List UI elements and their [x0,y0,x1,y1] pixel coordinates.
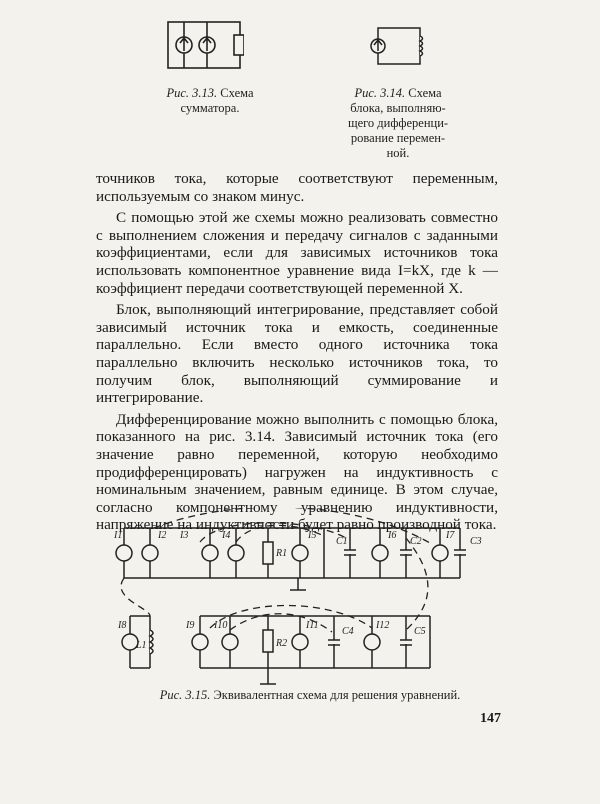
label-I2: I2 [158,530,167,541]
page-number: 147 [480,711,501,726]
label-I10: I10 [214,620,228,631]
figure-3-15-equivalent-circuit [110,508,510,688]
label-L1: L1 [136,640,147,651]
label-I3: I3 [180,530,189,541]
label-R1: R1 [276,548,288,559]
figure-3-14-caption: Рис. 3.14. Схема блока, выполняю- щего дифференци- рование перемен- ной. [347,86,449,160]
figure-3-13-sum-circuit [164,16,244,76]
label-C1: C1 [336,536,348,547]
label-I7: I7 [446,530,455,541]
figure-3-14-diff-circuit [368,24,428,70]
paragraph: точников тока, которые соответствуют переменным, используемым со знаком минус. [96,170,498,205]
label-I11: I11 [306,620,319,631]
label-I6: I6 [388,530,397,541]
label-C3: C3 [470,536,482,547]
label-I8: I8 [118,620,127,631]
label-C5: C5 [414,626,426,637]
paragraph: Блок, выполняющий интегрирование, представляет собой зависимый источник тока и емкость, соединенные параллельно. Если вместо одного источника тока параллельно включить несколько источников тока, то получим блок, выполняющий суммирование и интегрирование. [96,301,498,407]
label-R2: R2 [276,638,288,649]
body-text [96,170,498,534]
label-I4: I4 [222,530,231,541]
figure-3-15-caption: Рис. 3.15. Эквивалентная схема для решения уравнений. [159,688,461,702]
paragraph: Дифференцирование можно выполнить с помощью блока, показанного на рис. 3.14. Зависимый источник тока (его значение равно переменной, которую необходимо продифференцировать) нагружен на индуктивность с номинальным значением, равным единице. В этом случае, согласно компонентному уравнению индуктивности, напряжение на индуктивности будет равно производной тока. [96,410,498,534]
label-I9: I9 [186,620,195,631]
label-I5: I5 [308,530,317,541]
label-C2: C2 [410,536,422,547]
label-I1: I1 [114,530,123,541]
label-C4: C4 [342,626,354,637]
figure-3-13-caption: Рис. 3.13. Схема сумматора. [166,86,254,115]
paragraph: С помощью этой же схемы можно реализовать совместно с выполнением сложения и передачу сигналов с заданными коэффициентами, если для зависимых источников тока использовать компонентное уравнение вида I=kX, где k — коэффициент передачи соответствующей переменной X. [96,209,498,297]
label-I12: I12 [376,620,390,631]
